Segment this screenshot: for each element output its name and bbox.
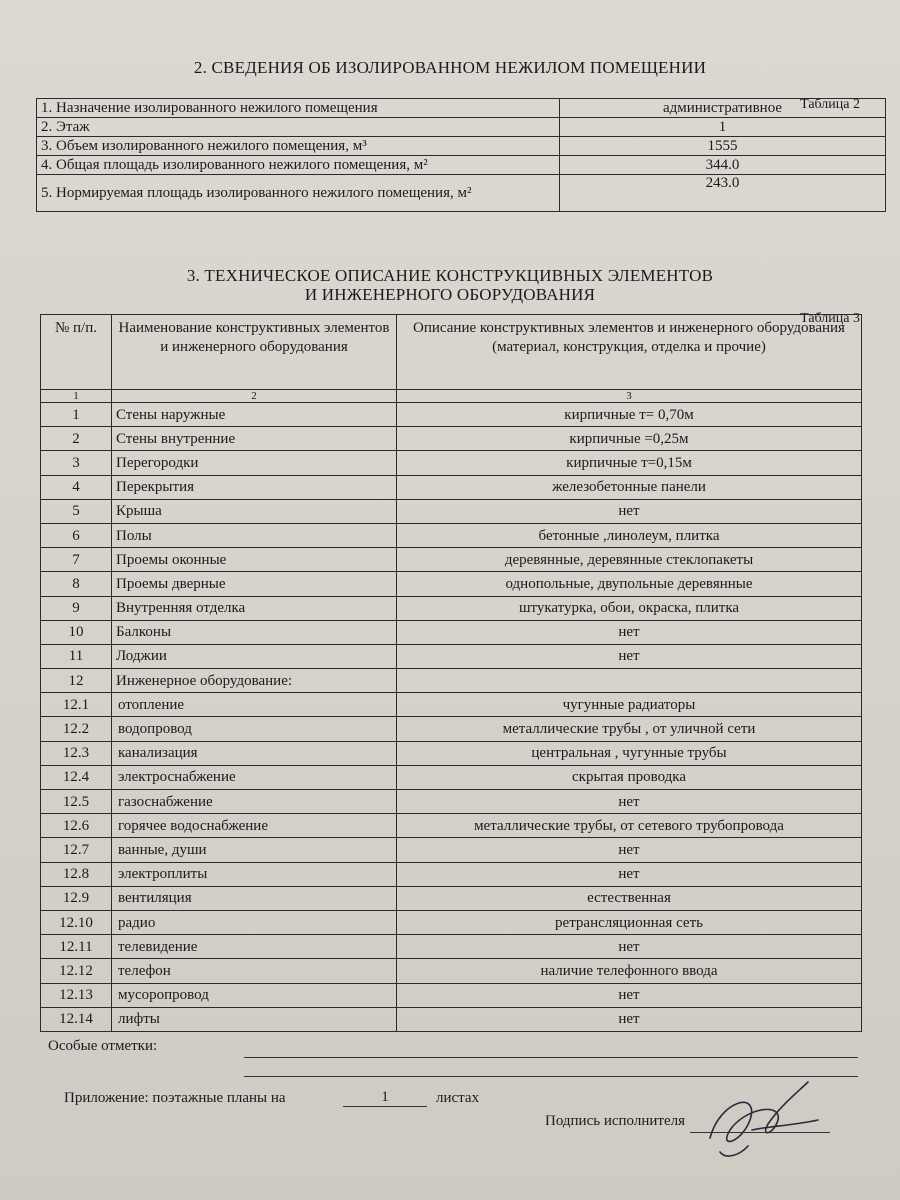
table-row	[41, 427, 862, 451]
table-row	[41, 620, 862, 644]
row-description: кирпичные т=0,15м	[397, 451, 862, 475]
signature-label: Подпись исполнителя	[545, 1113, 685, 1129]
table-row	[41, 790, 862, 814]
row-description: бетонные ,линолеум, плитка	[397, 523, 862, 547]
table-row	[37, 156, 886, 175]
row-description: нет	[397, 790, 862, 814]
table-row	[41, 765, 862, 789]
row-description: однопольные, двупольные деревянные	[397, 572, 862, 596]
row-number: 12.12	[41, 959, 112, 983]
table-row	[41, 935, 862, 959]
row-name: Стены наружные	[112, 403, 397, 427]
table-row	[41, 959, 862, 983]
row-number: 6	[41, 523, 112, 547]
row-number: 1	[41, 403, 112, 427]
table-row	[41, 741, 862, 765]
row-number: 4	[41, 475, 112, 499]
row-description: нет	[397, 644, 862, 668]
table-row	[37, 118, 886, 137]
table-row	[41, 572, 862, 596]
column-index-row	[41, 390, 862, 403]
table-row	[41, 475, 862, 499]
notes-label: Особые отметки:	[48, 1038, 158, 1054]
row-description	[397, 669, 862, 693]
section3-title-line1: 3. ТЕХНИЧЕСКОЕ ОПИСАНИЕ КОНСТРУКЦИВНЫХ ЭЛЕМЕНТОВ	[186, 266, 714, 285]
row-description: штукатурка, обои, окраска, плитка	[397, 596, 862, 620]
row-description: нет	[397, 983, 862, 1007]
row-name: ванные, души	[112, 838, 397, 862]
column-index: 2	[112, 390, 397, 403]
row-number: 12.7	[41, 838, 112, 862]
row-number: 11	[41, 644, 112, 668]
row-name: Перекрытия	[112, 475, 397, 499]
row-description: центральная , чугунные трубы	[397, 741, 862, 765]
row-description: кирпичные т= 0,70м	[397, 403, 862, 427]
row-label: 1. Назначение изолированного нежилого помещения	[37, 99, 560, 118]
table-row	[41, 548, 862, 572]
row-description: скрытая проводка	[397, 765, 862, 789]
table-row	[41, 910, 862, 934]
technical-description-table	[40, 314, 862, 1032]
section3-title-line2: И ИНЖЕНЕРНОГО ОБОРУДОВАНИЯ	[304, 285, 596, 304]
row-name: Внутренняя отделка	[112, 596, 397, 620]
row-description: нет	[397, 620, 862, 644]
row-number: 12.14	[41, 1007, 112, 1031]
table-body	[41, 403, 862, 1032]
row-value: 243.0	[560, 175, 886, 212]
row-number: 12.2	[41, 717, 112, 741]
row-number: 12.6	[41, 814, 112, 838]
header-desc: Описание конструктивных элементов и инженерного оборудования (материал, конструкция, отделка и прочие)	[397, 315, 862, 390]
row-description: наличие телефонного ввода	[397, 959, 862, 983]
row-description: кирпичные =0,25м	[397, 427, 862, 451]
row-number: 12.9	[41, 886, 112, 910]
row-description: нет	[397, 862, 862, 886]
row-value: административное	[560, 99, 886, 118]
row-number: 12	[41, 669, 112, 693]
row-value: 1555	[560, 137, 886, 156]
table-row	[41, 693, 862, 717]
row-name: телевидение	[112, 935, 397, 959]
header-name: Наименование конструктивных элементов и инженерного оборудования	[112, 315, 397, 390]
section3-title	[0, 266, 900, 304]
row-value: 1	[560, 118, 886, 137]
section2-title: 2. СВЕДЕНИЯ ОБ ИЗОЛИРОВАННОМ НЕЖИЛОМ ПОМЕЩЕНИИ	[193, 58, 707, 77]
row-number: 12.10	[41, 910, 112, 934]
table-row	[41, 499, 862, 523]
row-name: канализация	[112, 741, 397, 765]
table-row	[37, 99, 886, 118]
table-row	[37, 137, 886, 156]
row-number: 12.11	[41, 935, 112, 959]
row-number: 12.8	[41, 862, 112, 886]
row-name: Лоджии	[112, 644, 397, 668]
row-number: 10	[41, 620, 112, 644]
appendix-sheets-value: 1	[343, 1089, 427, 1107]
row-number: 7	[41, 548, 112, 572]
notes-line	[244, 1057, 858, 1058]
table-row	[41, 717, 862, 741]
table-row	[41, 1007, 862, 1031]
table3-label: Таблица 3	[800, 311, 860, 326]
row-description: нет	[397, 499, 862, 523]
row-number: 5	[41, 499, 112, 523]
row-number: 3	[41, 451, 112, 475]
row-name: лифты	[112, 1007, 397, 1031]
table-row	[41, 862, 862, 886]
row-name: отопление	[112, 693, 397, 717]
table-row	[41, 838, 862, 862]
row-label: 2. Этаж	[37, 118, 560, 137]
row-description: чугунные радиаторы	[397, 693, 862, 717]
table2-label: Таблица 2	[800, 97, 860, 112]
row-label: 5. Нормируемая площадь изолированного нежилого помещения, м²	[37, 175, 560, 212]
table-row	[41, 886, 862, 910]
row-name: Стены внутренние	[112, 427, 397, 451]
row-description: нет	[397, 838, 862, 862]
row-name: Крыша	[112, 499, 397, 523]
row-number: 12.5	[41, 790, 112, 814]
row-description: железобетонные панели	[397, 475, 862, 499]
table-row	[41, 669, 862, 693]
row-name: Инженерное оборудование:	[112, 669, 397, 693]
row-description: ретрансляционная сеть	[397, 910, 862, 934]
signature-mark	[690, 1060, 840, 1170]
table-row	[41, 983, 862, 1007]
row-number: 12.13	[41, 983, 112, 1007]
column-index: 1	[41, 390, 112, 403]
row-number: 2	[41, 427, 112, 451]
row-name: газоснабжение	[112, 790, 397, 814]
table-row	[41, 523, 862, 547]
row-description: металлические трубы, от сетевого трубопровода	[397, 814, 862, 838]
row-description: естественная	[397, 886, 862, 910]
row-description: нет	[397, 935, 862, 959]
table-row	[41, 814, 862, 838]
row-name: Проемы дверные	[112, 572, 397, 596]
row-name: Проемы оконные	[112, 548, 397, 572]
row-label: 3. Объем изолированного нежилого помещения, м³	[37, 137, 560, 156]
row-number: 12.1	[41, 693, 112, 717]
row-name: электроснабжение	[112, 765, 397, 789]
table-row	[41, 644, 862, 668]
row-number: 9	[41, 596, 112, 620]
row-label: 4. Общая площадь изолированного нежилого помещения, м²	[37, 156, 560, 175]
row-name: телефон	[112, 959, 397, 983]
row-description: деревянные, деревянные стеклопакеты	[397, 548, 862, 572]
premises-info-table	[36, 98, 886, 212]
row-name: вентиляция	[112, 886, 397, 910]
header-num: № п/п.	[41, 315, 112, 390]
table-header-row	[41, 315, 862, 390]
row-name: мусоропровод	[112, 983, 397, 1007]
row-description: нет	[397, 1007, 862, 1031]
row-name: электроплиты	[112, 862, 397, 886]
appendix-label: Приложение: поэтажные планы на	[64, 1090, 286, 1106]
row-description: металлические трубы , от уличной сети	[397, 717, 862, 741]
row-name: водопровод	[112, 717, 397, 741]
table-row	[41, 403, 862, 427]
table-row	[41, 451, 862, 475]
row-name: Полы	[112, 523, 397, 547]
row-name: радио	[112, 910, 397, 934]
row-number: 12.4	[41, 765, 112, 789]
column-index: 3	[397, 390, 862, 403]
row-number: 12.3	[41, 741, 112, 765]
row-value: 344.0	[560, 156, 886, 175]
table-row	[41, 596, 862, 620]
table-row	[37, 175, 886, 212]
appendix-suffix: листах	[436, 1090, 480, 1106]
row-name: Перегородки	[112, 451, 397, 475]
row-name: Балконы	[112, 620, 397, 644]
row-number: 8	[41, 572, 112, 596]
row-name: горячее водоснабжение	[112, 814, 397, 838]
